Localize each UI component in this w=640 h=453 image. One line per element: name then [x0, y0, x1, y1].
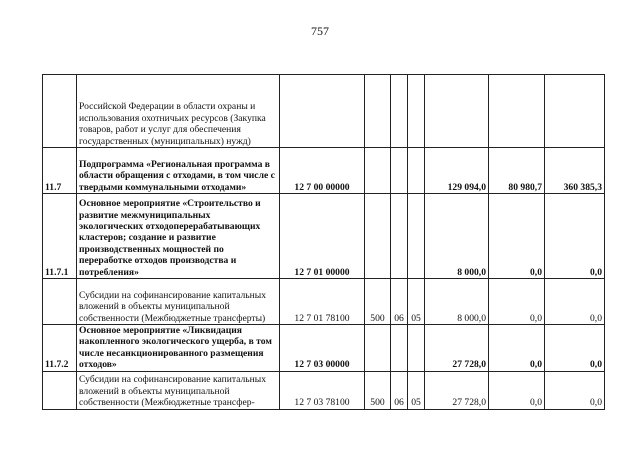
section-code — [391, 148, 408, 194]
target-code: 12 7 03 78100 — [280, 371, 365, 409]
amount-year-2: 80 980,7 — [489, 148, 545, 194]
section-code — [391, 325, 408, 372]
amount-year-2: 0,0 — [489, 371, 545, 409]
amount-year-2 — [489, 75, 545, 148]
row-name: Основное мероприятие «Ликвидация накопленного экологического ущерба, в том числе несанкционированного размещения отходов» — [77, 325, 280, 372]
amount-year-1 — [425, 75, 489, 148]
amount-year-1: 8 000,0 — [425, 194, 489, 279]
subsection-code: 05 — [408, 371, 425, 409]
row-name: Основное мероприятие «Строительство и развитие межмуниципальных экологических отходоперерабатывающих кластеров; создание и развитие производственных мощностей по переработке отходов производства и потребления» — [77, 194, 280, 279]
table-row — [43, 325, 605, 372]
expense-type: 500 — [365, 371, 391, 409]
subsection-code — [408, 75, 425, 148]
subsection-code — [408, 194, 425, 279]
subsection-code: 05 — [408, 279, 425, 325]
row-number: 11.7.1 — [43, 194, 77, 279]
row-number — [43, 75, 77, 148]
table-row — [43, 371, 605, 409]
table-row — [43, 75, 605, 148]
amount-year-3: 0,0 — [545, 371, 605, 409]
subsection-code — [408, 325, 425, 372]
section-code — [391, 75, 408, 148]
table-row — [43, 194, 605, 279]
section-code: 06 — [391, 371, 408, 409]
expense-type — [365, 325, 391, 372]
amount-year-2: 0,0 — [489, 325, 545, 372]
row-name: Субсидии на софинансирование капитальных вложений в объекты муниципальной собственности (Межбюджетные трансферты) — [77, 279, 280, 325]
table-row — [43, 279, 605, 325]
expense-type — [365, 75, 391, 148]
amount-year-1: 8 000,0 — [425, 279, 489, 325]
amount-year-3: 0,0 — [545, 279, 605, 325]
page-number: 757 — [311, 24, 329, 38]
target-code: 12 7 03 00000 — [280, 325, 365, 372]
amount-year-1: 27 728,0 — [425, 371, 489, 409]
amount-year-3: 0,0 — [545, 194, 605, 279]
row-name: Российской Федерации в области охраны и использования охотничьих ресурсов (Закупка товаров, работ и услуг для обеспечения государственных (муниципальных) нужд) — [77, 75, 280, 148]
amount-year-3: 360 385,3 — [545, 148, 605, 194]
row-name: Подпрограмма «Региональная программа в области обращения с отходами, в том числе с твердыми коммунальными отходами» — [77, 148, 280, 194]
row-number: 11.7.2 — [43, 325, 77, 372]
expense-type: 500 — [365, 279, 391, 325]
table-row — [43, 148, 605, 194]
amount-year-3 — [545, 75, 605, 148]
target-code: 12 7 00 00000 — [280, 148, 365, 194]
row-number: 11.7 — [43, 148, 77, 194]
target-code — [280, 75, 365, 148]
target-code: 12 7 01 00000 — [280, 194, 365, 279]
budget-table — [42, 74, 605, 410]
section-code: 06 — [391, 279, 408, 325]
target-code: 12 7 01 78100 — [280, 279, 365, 325]
expense-type — [365, 148, 391, 194]
amount-year-1: 27 728,0 — [425, 325, 489, 372]
row-number — [43, 371, 77, 409]
amount-year-1: 129 094,0 — [425, 148, 489, 194]
amount-year-2: 0,0 — [489, 194, 545, 279]
amount-year-3: 0,0 — [545, 325, 605, 372]
subsection-code — [408, 148, 425, 194]
row-name: Субсидии на софинансирование капитальных вложений в объекты муниципальной собственности (Межбюджетные трансфер- — [77, 371, 280, 409]
row-number — [43, 279, 77, 325]
amount-year-2: 0,0 — [489, 279, 545, 325]
section-code — [391, 194, 408, 279]
expense-type — [365, 194, 391, 279]
